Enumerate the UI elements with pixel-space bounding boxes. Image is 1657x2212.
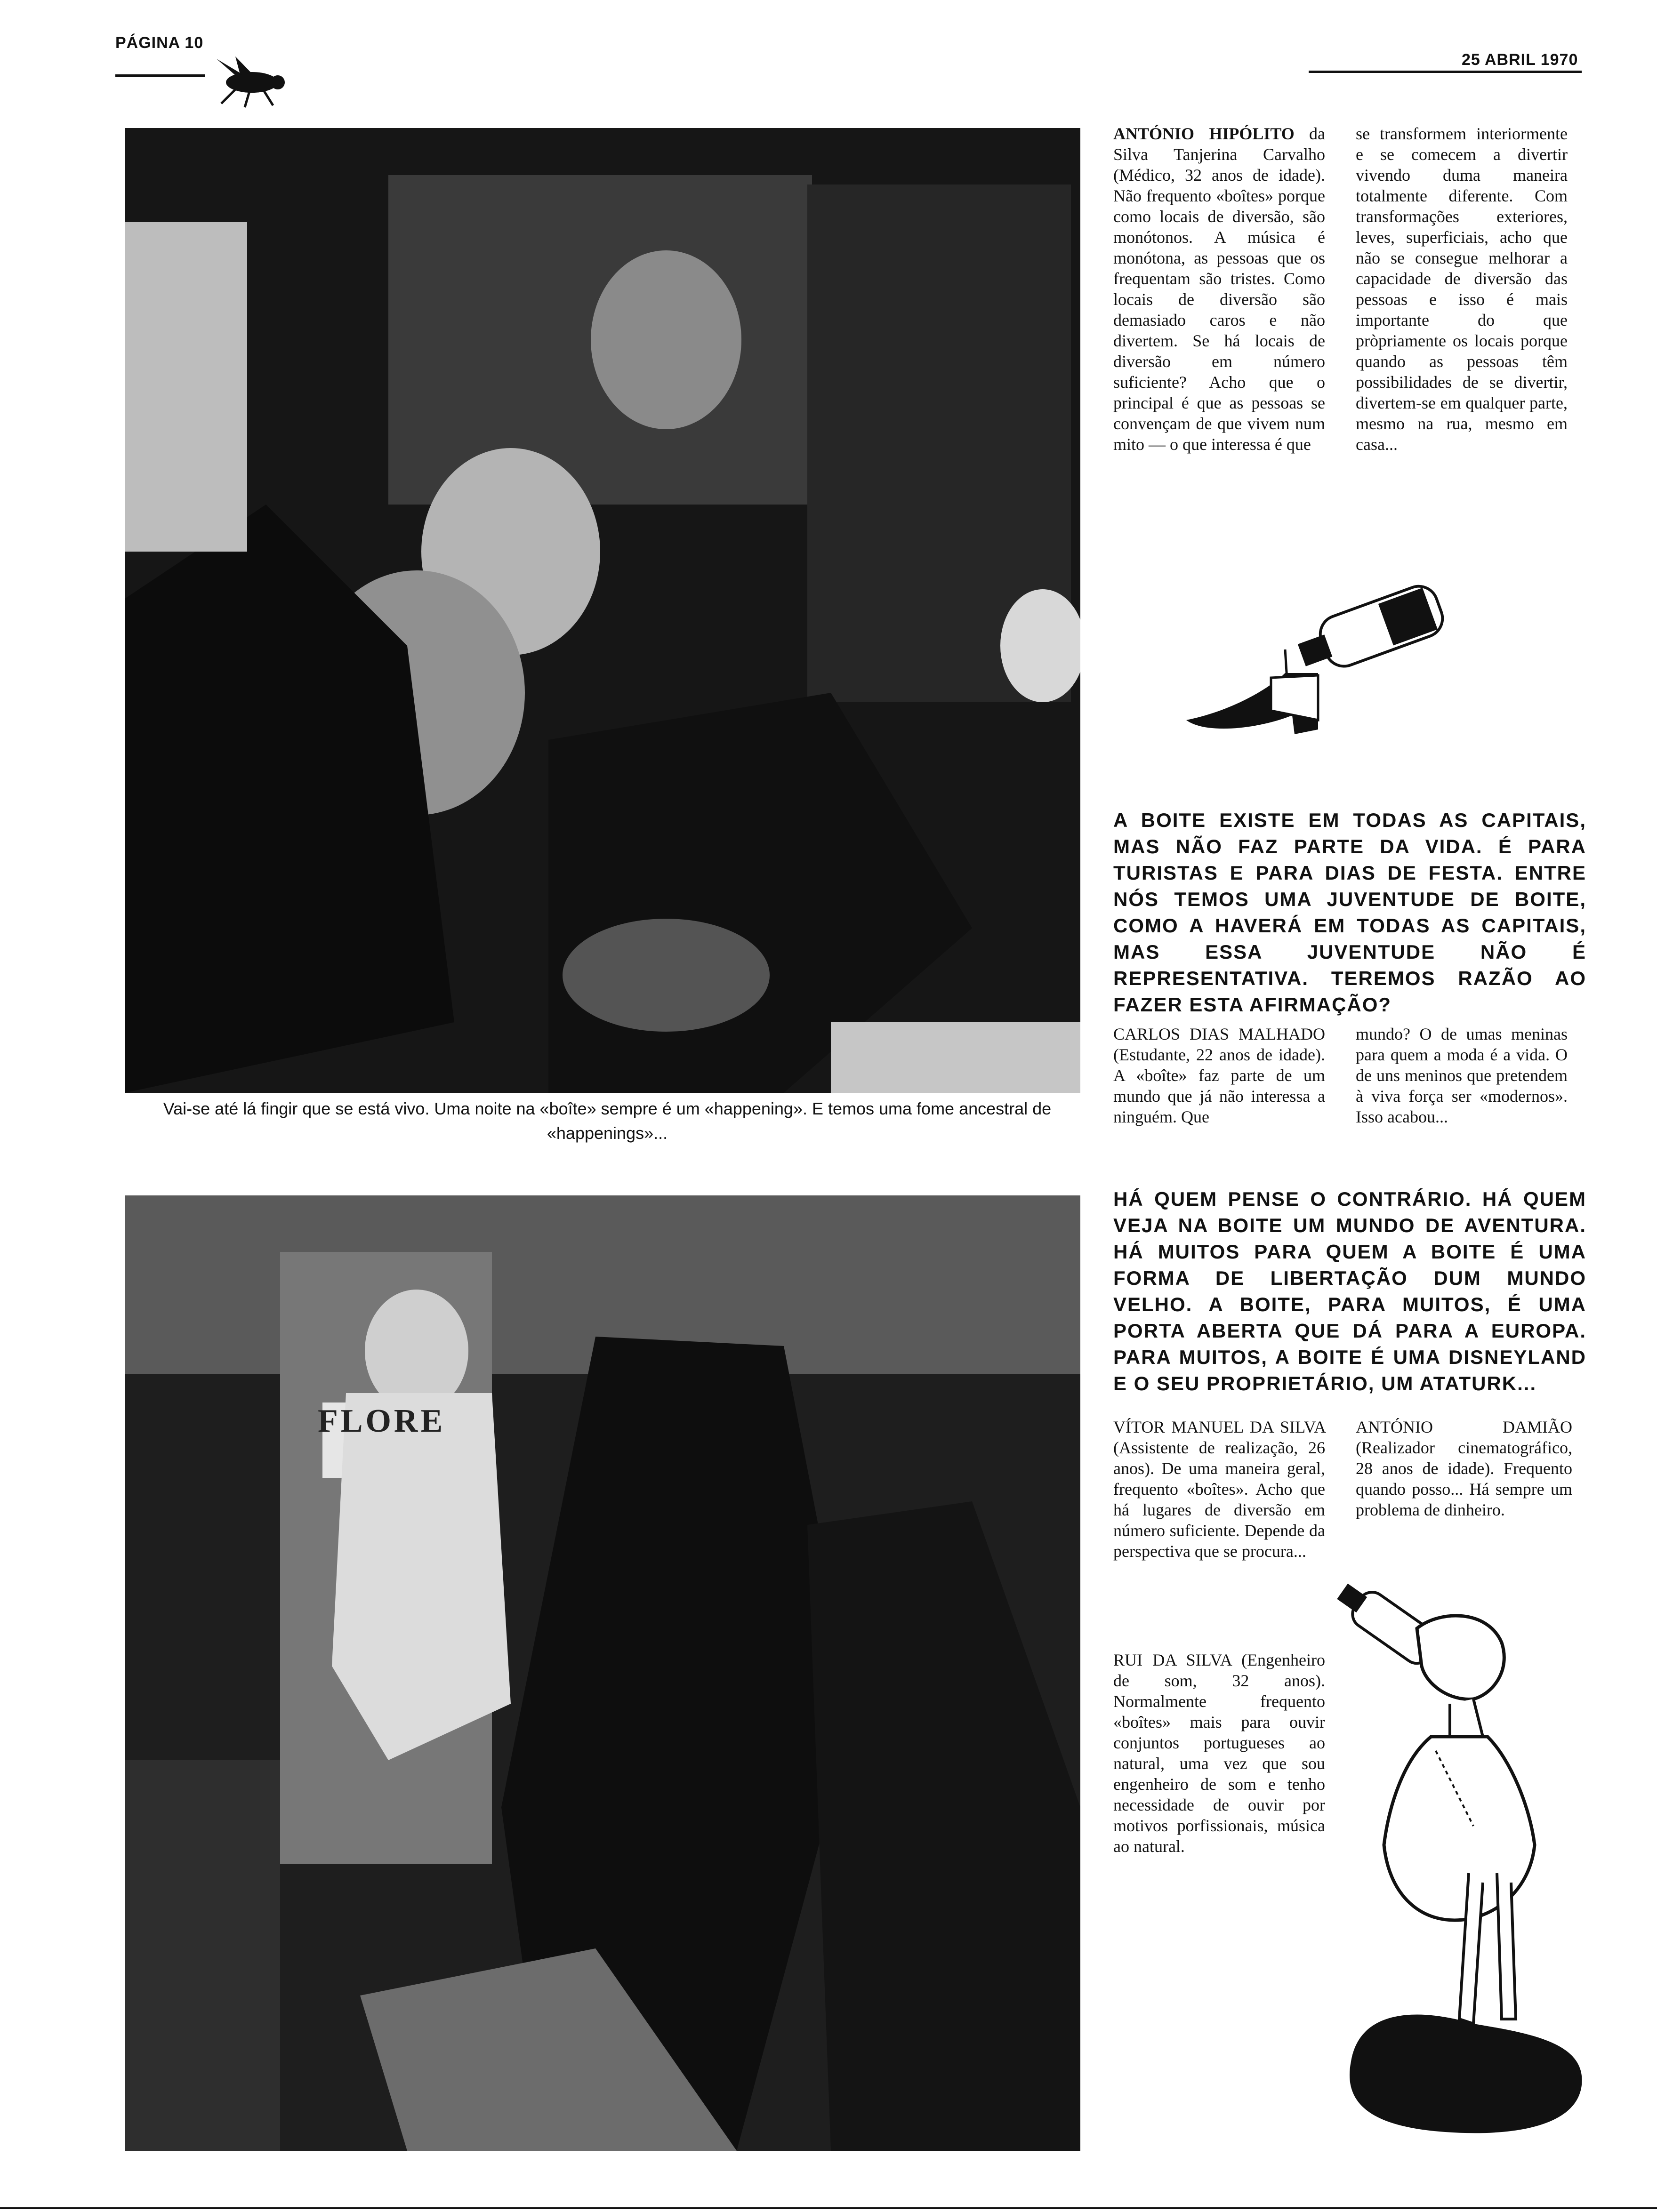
hipolito-name: ANTÓNIO HIPÓLITO (1113, 124, 1295, 143)
vitor-column (1113, 1417, 1325, 1562)
hipolito-column-1 (1113, 123, 1325, 455)
damiao-name: ANTÓNIO DAMIÃO (1356, 1418, 1572, 1436)
vitor-text: (Assistente de realização, 26 anos). De uma maneira geral, frequento «boîtes». Acho que há lugares de diversão em número suficiente. Depende da perspectiva que se procura... (1113, 1438, 1325, 1561)
photo-caption: Vai-se até lá fingir que se está vivo. Uma noite na «boîte» sempre é um «happening». E temos uma fome ancestral de «happenings»... (163, 1099, 1052, 1143)
damiao-text: (Realizador cinematográfico, 28 anos de idade). Frequento quando posso... Há sempre um problema de dinheiro. (1356, 1438, 1572, 1519)
page-number: PÁGINA 10 (115, 34, 204, 52)
malhado-column-1 (1113, 1024, 1325, 1127)
rui-text: (Engenheiro de som, 32 anos). Normalmente frequento «boîtes» mais para ouvir conjuntos portugueses ao natural, uma vez que sou engenheiro de som e tenho necessidade de ouvir por motivos porfissionais, música ao natural. (1113, 1651, 1325, 1856)
headline-1: A BOITE EXISTE EM TODAS AS CAPITAIS, MAS NÃO FAZ PARTE DA VIDA. É PARA TURISTAS E PARA DIAS DE FESTA. ENTRE NÓS TEMOS UMA JUVENTUDE DE BOITE, COMO A HAVERÁ EM TODAS AS CAPITAIS, MAS ESSA JUVENTUDE NÃO É REPRESENTATIVA. TEREMOS RAZÃO AO FAZER ESTA AFIRMAÇÃO? (1113, 809, 1586, 1016)
hipolito-text-2: se transformem interiormente e se comecem a divertir vivendo duma maneira totalmente diferente. Com transformações exteriores, leves, superficiais, acho que não se consegue melhorar a capacidade de diversão das pessoas e isso é mais importante do que pròpriamente os locais porque quando as pessoas têm possibilidades de se divertir, divertem-se em qualquer parte, mesmo na rua, mesmo em casa... (1356, 124, 1568, 454)
nightclub-photo-bottom (125, 1195, 1080, 2151)
vitor-name: VÍTOR MANUEL DA SILVA (1113, 1418, 1325, 1436)
malhado-column-2 (1356, 1024, 1568, 1127)
hipolito-column-2 (1356, 123, 1568, 455)
fly-icon (207, 56, 287, 108)
header-rule-right (1309, 71, 1582, 73)
bottle-shoe-illustration (1177, 579, 1469, 758)
malhado-name: CARLOS DIAS MALHADO (1113, 1025, 1325, 1043)
header-rule-left (115, 74, 205, 77)
damiao-column (1356, 1417, 1572, 1520)
rui-name: RUI DA SILVA (1113, 1651, 1231, 1669)
rui-column (1113, 1650, 1325, 1857)
headline-2: HÁ QUEM PENSE O CONTRÁRIO. HÁ QUEM VEJA NA BOITE UM MUNDO DE AVENTURA. HÁ MUITOS PARA QUEM A BOITE É UMA FORMA DE LIBERTAÇÃO DUM MUNDO VELHO. A BOITE, PARA MUITOS, É UMA PORTA ABERTA QUE DÁ PARA A EUROPA. PARA MUITOS, A BOITE É UMA DISNEYLAND E O SEU PROPRIETÁRIO, UM ATATURK... (1113, 1188, 1586, 1395)
photo-sign-text: FLORE (318, 1403, 446, 1439)
hipolito-text-1: da Silva Tanjerina Carvalho (Médico, 32 anos de idade). Não frequento «boîtes» porque como locais de diversão, são monótonos. A música é monótona, as pessoas que os frequentam são tristes. Como locais de diversão são demasiado caros e não divertem. Se há locais de diversão em número suficiente? Acho que o principal é que as pessoas se convençam de que vivem num mito — o que interessa é que (1113, 124, 1325, 454)
malhado-text-2: mundo? O de umas meninas para quem a moda é a vida. O de uns meninos que pretendem à viva força ser «modernos». Isso acabou... (1356, 1025, 1568, 1126)
malhado-text-1: (Estudante, 22 anos de idade). A «boîte» faz parte de um mundo que já não interessa a ninguém. Que (1113, 1045, 1325, 1126)
footer-rule (0, 2207, 1657, 2209)
nightclub-photo-top (125, 128, 1080, 1093)
issue-date: 25 ABRIL 1970 (1462, 51, 1578, 69)
drinking-figure-illustration (1332, 1581, 1596, 2146)
